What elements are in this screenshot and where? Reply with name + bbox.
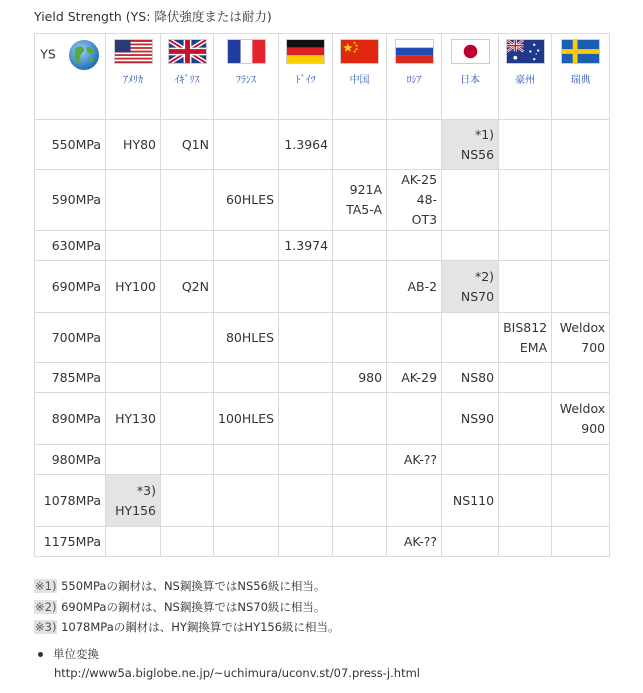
cell-line: AK-29	[401, 369, 438, 385]
table-cell	[161, 231, 214, 261]
table-cell	[442, 231, 499, 261]
ys-value-cell: 980MPa	[35, 445, 106, 475]
table-cell	[552, 120, 610, 170]
russia-flag-icon	[395, 39, 434, 64]
table-cell	[161, 120, 214, 170]
table-cell	[214, 527, 279, 557]
footnote-2	[34, 597, 340, 618]
table-cell	[279, 445, 333, 475]
unit-conversion-url[interactable]: http://www5a.biglobe.ne.jp/~uchimura/uconv.st/07.press-j.html	[54, 666, 420, 680]
table-cell	[442, 170, 499, 231]
table-cell	[279, 313, 333, 363]
table-cell	[442, 363, 499, 393]
bullet-icon	[38, 652, 43, 657]
country-name[interactable]: ｱﾒﾘｶ	[123, 75, 143, 86]
cell-line: HY130	[115, 410, 156, 426]
ys-header-cell	[35, 34, 106, 120]
cell-line: 80HLES	[225, 329, 275, 345]
table-cell	[214, 363, 279, 393]
cell-line: *3)	[136, 482, 156, 498]
header-row	[35, 34, 610, 120]
table-cell	[442, 120, 499, 170]
table-cell	[333, 363, 387, 393]
table-cell	[387, 261, 442, 313]
cell-line: Weldox	[559, 400, 606, 416]
table-cell	[552, 261, 610, 313]
cell-line: Weldox	[559, 319, 606, 335]
table-cell	[333, 231, 387, 261]
table-row	[35, 170, 610, 231]
table-cell	[499, 261, 552, 313]
cell-line: HY100	[115, 278, 156, 294]
table-cell	[214, 261, 279, 313]
cell-line: NS70	[460, 288, 495, 304]
footnotes	[34, 576, 340, 638]
country-header-france	[214, 34, 279, 120]
table-row	[35, 261, 610, 313]
table-cell	[106, 231, 161, 261]
country-header-germany	[279, 34, 333, 120]
cell-line: *2)	[474, 268, 495, 284]
ys-value-cell: 590MPa	[35, 170, 106, 231]
cell-line: BIS812	[503, 319, 548, 335]
table-cell	[333, 475, 387, 527]
table-cell	[214, 313, 279, 363]
table-cell	[214, 120, 279, 170]
country-name[interactable]: ﾄﾞｲﾂ	[295, 75, 316, 86]
country-name[interactable]: ﾛｼｱ	[406, 75, 422, 86]
table-cell	[499, 231, 552, 261]
table-cell	[333, 120, 387, 170]
table-cell	[387, 475, 442, 527]
cell-line: 100HLES	[218, 410, 275, 426]
cell-line: 921A	[349, 182, 383, 197]
table-cell	[106, 527, 161, 557]
china-flag-icon	[340, 39, 379, 64]
cell-line: AB-2	[407, 278, 438, 294]
table-row	[35, 393, 610, 445]
table-cell	[499, 475, 552, 527]
table-cell	[161, 170, 214, 231]
table-cell	[106, 120, 161, 170]
country-name[interactable]: 豪州	[515, 75, 536, 86]
table-cell	[552, 393, 610, 445]
yield-strength-table	[34, 33, 610, 557]
table-cell	[387, 527, 442, 557]
cell-line: Q1N	[181, 136, 209, 152]
table-cell	[387, 393, 442, 445]
cell-line: TA5-A	[346, 202, 383, 217]
table-cell	[499, 393, 552, 445]
table-cell	[279, 475, 333, 527]
ys-value-cell: 1078MPa	[35, 475, 106, 527]
table-row	[35, 313, 610, 363]
country-header-usa	[106, 34, 161, 120]
table-cell	[552, 475, 610, 527]
japan-flag-icon	[451, 39, 490, 64]
unit-conversion	[38, 645, 420, 683]
sweden-flag-icon	[561, 39, 600, 64]
table-cell	[387, 363, 442, 393]
globe-icon	[68, 39, 100, 71]
ys-value-cell: 785MPa	[35, 363, 106, 393]
table-row	[35, 475, 610, 527]
table-cell	[279, 261, 333, 313]
footnote-1	[34, 576, 340, 597]
ys-value-cell: 630MPa	[35, 231, 106, 261]
cell-line: 1.3974	[284, 237, 329, 253]
country-header-uk	[161, 34, 214, 120]
footnote-mark: ※2)	[35, 599, 57, 614]
table-cell	[279, 393, 333, 445]
table-cell	[442, 527, 499, 557]
table-row	[35, 120, 610, 170]
footnote-text: 1078MPaの鋼材は、HY鋼換算ではHY156級に相当。	[57, 620, 340, 634]
table-cell	[333, 527, 387, 557]
table-cell	[333, 313, 387, 363]
table-cell	[106, 393, 161, 445]
footnote-mark: ※3)	[35, 620, 57, 634]
table-cell	[552, 527, 610, 557]
table-cell	[552, 170, 610, 231]
country-name[interactable]: ﾌﾗﾝｽ	[236, 75, 257, 86]
table-row	[35, 363, 610, 393]
table-cell	[106, 445, 161, 475]
table-cell	[499, 120, 552, 170]
table-cell	[442, 313, 499, 363]
table-cell	[161, 527, 214, 557]
table-cell	[279, 120, 333, 170]
cell-line: NS56	[460, 146, 495, 162]
cell-line: AK-25	[401, 172, 438, 187]
footnote-3	[34, 617, 340, 638]
cell-line: AK-??	[403, 451, 438, 467]
table-cell	[214, 445, 279, 475]
table-cell	[442, 393, 499, 445]
country-header-australia	[499, 34, 552, 120]
ys-value-cell: 690MPa	[35, 261, 106, 313]
cell-line: HY156	[115, 502, 156, 518]
table-cell	[552, 445, 610, 475]
country-name[interactable]: ｲｷﾞﾘｽ	[174, 75, 200, 86]
table-cell	[106, 170, 161, 231]
cell-line: 60HLES	[225, 192, 275, 207]
table-cell	[106, 313, 161, 363]
table-cell	[333, 261, 387, 313]
table-cell	[214, 475, 279, 527]
usa-flag-icon	[114, 39, 153, 64]
table-cell	[214, 393, 279, 445]
country-name[interactable]: 中国	[349, 75, 370, 86]
cell-line: 48-OT3	[411, 192, 438, 227]
france-flag-icon	[227, 39, 266, 64]
cell-line: 700	[581, 339, 606, 355]
cell-line: NS110	[452, 492, 495, 508]
table-cell	[279, 170, 333, 231]
ys-value-cell: 890MPa	[35, 393, 106, 445]
country-name[interactable]: 日本	[460, 75, 481, 86]
country-name[interactable]: 瑞典	[570, 75, 591, 86]
germany-flag-icon	[286, 39, 325, 64]
australia-flag-icon	[506, 39, 545, 64]
country-header-russia	[387, 34, 442, 120]
cell-line: 1.3964	[284, 136, 329, 152]
footnote-mark: ※1)	[35, 579, 57, 593]
table-cell	[161, 393, 214, 445]
unit-conversion-label: 単位変換	[53, 647, 99, 661]
table-cell	[387, 170, 442, 231]
country-header-sweden	[552, 34, 610, 120]
table-cell	[387, 445, 442, 475]
cell-line: 980	[358, 369, 383, 385]
table-cell	[106, 363, 161, 393]
table-cell	[161, 475, 214, 527]
cell-line: 900	[581, 420, 606, 436]
table-cell	[161, 261, 214, 313]
table-cell	[279, 231, 333, 261]
table-cell	[552, 363, 610, 393]
table-cell	[499, 445, 552, 475]
table-cell	[387, 313, 442, 363]
cell-line: EMA	[519, 339, 548, 355]
country-header-china	[333, 34, 387, 120]
table-cell	[279, 363, 333, 393]
cell-line: NS80	[460, 369, 495, 385]
table-cell	[442, 445, 499, 475]
cell-line: *1)	[474, 126, 495, 142]
table-row	[35, 445, 610, 475]
cell-line: Q2N	[181, 278, 209, 294]
table-cell	[106, 261, 161, 313]
table-cell	[387, 120, 442, 170]
table-cell	[387, 231, 442, 261]
table-cell	[552, 313, 610, 363]
table-cell	[161, 363, 214, 393]
table-cell	[333, 170, 387, 231]
table-cell	[106, 475, 161, 527]
table-cell	[499, 363, 552, 393]
table-cell	[161, 313, 214, 363]
cell-line: HY80	[123, 136, 156, 152]
footnote-text: 550MPaの鋼材は、NS鋼換算ではNS56級に相当。	[57, 579, 326, 593]
table-cell	[333, 445, 387, 475]
cell-line: AK-??	[403, 533, 438, 549]
ys-header-label: YS	[40, 46, 56, 62]
table-cell	[214, 170, 279, 231]
table-cell	[279, 527, 333, 557]
table-cell	[499, 313, 552, 363]
page-title: Yield Strength (YS: 降伏強度または耐力)	[34, 9, 272, 24]
table-row	[35, 231, 610, 261]
table-cell	[442, 475, 499, 527]
ys-value-cell: 550MPa	[35, 120, 106, 170]
country-header-japan	[442, 34, 499, 120]
footnote-text: 690MPaの鋼材は、NS鋼換算ではNS70級に相当。	[57, 599, 326, 614]
table-cell	[333, 393, 387, 445]
cell-line: NS90	[460, 410, 495, 426]
table-cell	[442, 261, 499, 313]
ys-value-cell: 1175MPa	[35, 527, 106, 557]
ys-value-cell: 700MPa	[35, 313, 106, 363]
table-row	[35, 527, 610, 557]
table-cell	[499, 170, 552, 231]
table-cell	[161, 445, 214, 475]
table-cell	[499, 527, 552, 557]
table-cell	[552, 231, 610, 261]
uk-flag-icon	[168, 39, 207, 64]
table-cell	[214, 231, 279, 261]
